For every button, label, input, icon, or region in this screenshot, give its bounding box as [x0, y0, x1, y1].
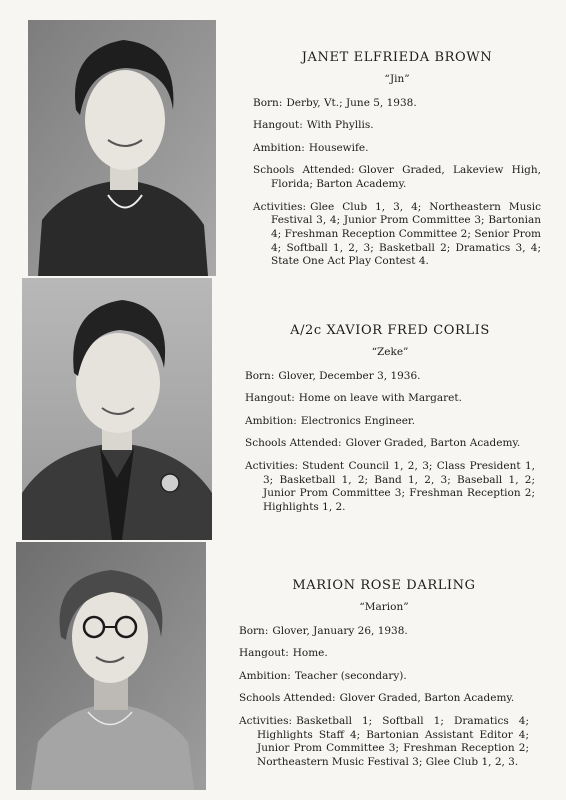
born-field: [253, 97, 541, 111]
activities-value: Student Council 1, 2, 3; Class President 1, 3; Basketball 1, 2; Band 1, 2, 3; Baseball 1, 2; Junior Prom Committee 3; Freshman Reception 2; Highlights 1, 2.: [263, 460, 535, 514]
activities-field: [253, 201, 541, 269]
hangout-field: [245, 392, 535, 406]
ambition-label: Ambition:: [239, 669, 291, 682]
ambition-label: Ambition:: [245, 414, 297, 427]
schools-value: Glover Graded, Barton Academy.: [345, 437, 521, 450]
schools-field: [239, 692, 529, 706]
ambition-value: Electronics Engineer.: [300, 414, 416, 427]
hangout-value: Home on leave with Margaret.: [298, 392, 462, 405]
born-value: Derby, Vt.; June 5, 1938.: [286, 96, 417, 109]
student-name: A/2c XAVIOR FRED CORLIS: [290, 323, 490, 338]
student-name: MARION ROSE DARLING: [292, 578, 476, 593]
ambition-value: Housewife.: [308, 141, 369, 154]
student-entry-xavior-corlis: [245, 323, 535, 524]
born-value: Glover, December 3, 1936.: [278, 369, 421, 382]
schools-value: Glover Graded, Barton Academy.: [339, 692, 515, 705]
schools-value: Glover Graded, Lakeview High, Florida; Barton Academy.: [271, 164, 541, 191]
student-nickname: “Marion”: [359, 600, 409, 613]
student-nickname: “Zeke”: [371, 345, 409, 358]
hangout-label: Hangout:: [245, 392, 295, 405]
portrait-photo-janet-brown: [28, 20, 216, 276]
student-entry-janet-brown: [253, 50, 541, 278]
schools-label: Schools Attended:: [239, 692, 336, 705]
activities-label: Activities:: [253, 200, 307, 213]
activities-value: Glee Club 1, 3, 4; Northeastern Music Festival 3, 4; Junior Prom Committee 3; Bartonian 4; Freshman Reception Committee 2; Senior Prom 4; Softball 1, 2, 3; Basketball 2; Dramatics 3, 4; State One Act Play Contest 4.: [271, 200, 541, 268]
student-entry-marion-darling: [239, 578, 529, 779]
schools-field: [253, 164, 541, 191]
hangout-label: Hangout:: [253, 119, 303, 132]
activities-value: Basketball 1; Softball 1; Dramatics 4; Highlights Staff 4; Bartonian Assistant Editor 4; Junior Prom Committee 3; Freshman Reception 2; Northeastern Music Festival 3; Glee Club 1, 2, 3.: [257, 715, 529, 769]
portrait-photo-xavior-corlis: [22, 278, 212, 540]
schools-field: [245, 437, 535, 451]
student-name: JANET ELFRIEDA BROWN: [301, 50, 493, 65]
hangout-label: Hangout:: [239, 647, 289, 660]
born-field: [239, 625, 529, 639]
hangout-field: [239, 647, 529, 661]
hangout-value: Home.: [292, 647, 328, 660]
hangout-value: With Phyllis.: [306, 119, 374, 132]
born-label: Born:: [245, 369, 275, 382]
ambition-label: Ambition:: [253, 141, 305, 154]
born-label: Born:: [239, 624, 269, 637]
ambition-field: [245, 415, 535, 429]
activities-label: Activities:: [239, 715, 293, 728]
activities-label: Activities:: [245, 460, 299, 473]
schools-label: Schools Attended:: [253, 164, 355, 177]
born-label: Born:: [253, 96, 283, 109]
hangout-field: [253, 119, 541, 133]
portrait-photo-marion-darling: [16, 542, 206, 790]
activities-field: [239, 715, 529, 770]
activities-field: [245, 460, 535, 515]
ambition-field: [239, 670, 529, 684]
schools-label: Schools Attended:: [245, 437, 342, 450]
born-field: [245, 370, 535, 384]
student-nickname: “Jin”: [384, 72, 410, 85]
ambition-value: Teacher (secondary).: [294, 669, 407, 682]
born-value: Glover, January 26, 1938.: [272, 624, 408, 637]
ambition-field: [253, 142, 541, 156]
